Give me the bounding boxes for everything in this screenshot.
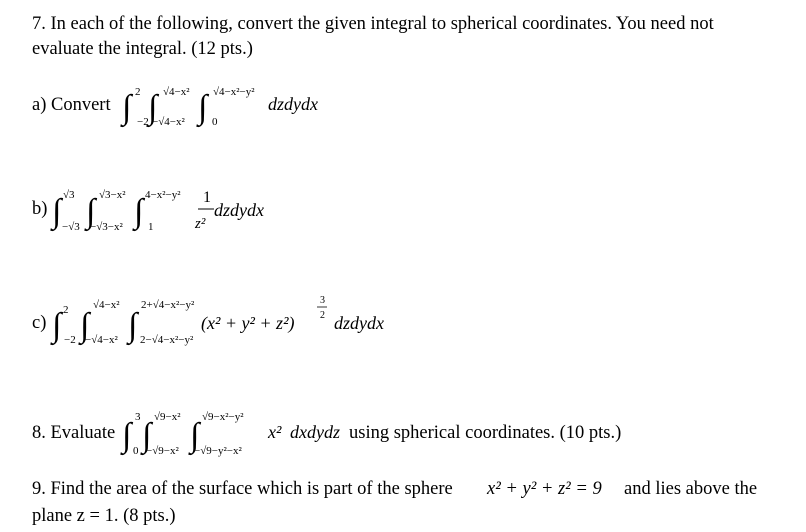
- q8-integral-sign-middle: ∫: [142, 417, 152, 454]
- q7a-integral-sign-outer: ∫: [122, 89, 132, 126]
- q7a-outer-upper: 2: [135, 86, 141, 98]
- q8-differential: dxdydz: [290, 422, 340, 442]
- q7b-integral-sign-inner: ∫: [134, 193, 144, 230]
- q7c-integrand: (x² + y² + z²): [201, 313, 295, 333]
- q7c-outer-lower: −2: [64, 334, 76, 346]
- q8-integrand: x²: [268, 422, 282, 442]
- q7c-integral-sign-middle: ∫: [80, 307, 90, 344]
- q8-prefix: 8. Evaluate: [32, 423, 116, 443]
- q7b-middle-lower: −√3−x²: [90, 221, 123, 233]
- q7a-integral-sign-inner: ∫: [198, 89, 208, 126]
- q9-line1-suffix: and lies above the: [624, 479, 758, 499]
- q8-middle-upper: √9−x²: [154, 411, 181, 423]
- q7b-differential: dzdydx: [214, 200, 264, 220]
- q7-line1: 7. In each of the following, convert the given integral to spherical coordinates. You need not: [32, 14, 714, 34]
- q7c-inner-upper: 2+√4−x²−y²: [141, 299, 195, 311]
- q7c-inner-lower: 2−√4−x²−y²: [140, 334, 194, 346]
- q7b-outer-upper: √3: [63, 189, 75, 201]
- q7b-label: b): [32, 199, 48, 219]
- q7c-integral-sign-outer: ∫: [52, 307, 62, 344]
- q7b-fraction-numerator: 1: [203, 189, 211, 206]
- q7c-label: c): [32, 313, 47, 333]
- q7b-inner-upper: 4−x²−y²: [145, 189, 181, 201]
- q7b-inner-lower: 1: [148, 221, 154, 233]
- q7c-integral-sign-inner: ∫: [128, 307, 138, 344]
- q9-equation: x² + y² + z² = 9: [487, 479, 602, 499]
- q7a-outer-lower: −2: [137, 116, 149, 128]
- q8-outer-upper: 3: [135, 411, 141, 423]
- q7c-outer-upper: 2: [63, 304, 69, 316]
- q7a-inner-lower: 0: [212, 116, 218, 128]
- q8-integral-sign-inner: ∫: [190, 417, 200, 454]
- q7-line2: evaluate the integral. (12 pts.): [32, 39, 253, 59]
- q7c-exponent-denominator: 2: [320, 310, 325, 321]
- q7a-integral-sign-middle: ∫: [148, 89, 158, 126]
- q7a-middle-upper: √4−x²: [163, 86, 190, 98]
- q7b-integral-sign-outer: ∫: [52, 193, 62, 230]
- q9-line2: plane z = 1. (8 pts.): [32, 506, 176, 526]
- q8-inner-lower: −√9−y²−x²: [194, 445, 242, 457]
- q7b-fraction-denominator: z²: [195, 216, 206, 232]
- q8-inner-upper: √9−x²−y²: [202, 411, 244, 423]
- q7a-inner-upper: √4−x²−y²: [213, 86, 255, 98]
- q8-middle-lower: −√9−x²: [146, 445, 179, 457]
- q8-integral-sign-outer: ∫: [122, 417, 132, 454]
- q7c-differential: dzdydx: [334, 313, 384, 333]
- q7c-middle-lower: −√4−x²: [85, 334, 118, 346]
- q7a-differential: dzdydx: [268, 94, 318, 114]
- q7c-middle-upper: √4−x²: [93, 299, 120, 311]
- q7b-integral-sign-middle: ∫: [86, 193, 96, 230]
- q8-suffix: using spherical coordinates. (10 pts.): [349, 423, 622, 443]
- q7c-exponent-numerator: 3: [320, 295, 325, 306]
- q7b-outer-lower: −√3: [62, 221, 80, 233]
- q7a-middle-lower: −√4−x²: [152, 116, 185, 128]
- q7a-label: a) Convert: [32, 95, 111, 115]
- q8-outer-lower: 0: [133, 445, 139, 457]
- q9-line1-prefix: 9. Find the area of the surface which is part of the sphere: [32, 479, 453, 499]
- q7b-middle-upper: √3−x²: [99, 189, 126, 201]
